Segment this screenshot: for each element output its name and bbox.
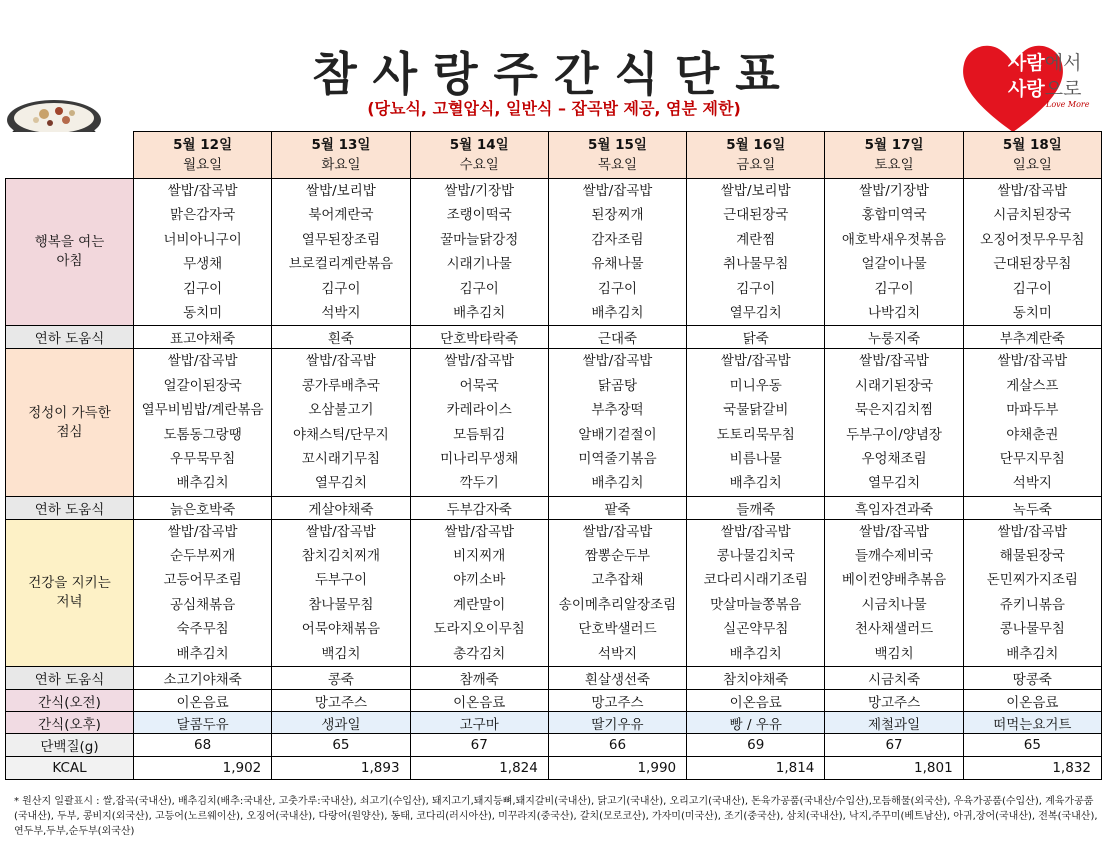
menu-item: 석박지	[1012, 475, 1052, 492]
lunch_porridge-cell: 흑임자견과죽	[825, 496, 963, 519]
menu-item: 야채스틱/단무지	[293, 426, 389, 443]
dinner-cell	[548, 519, 686, 666]
kcal-row	[6, 757, 1102, 780]
lunch-cell	[548, 349, 686, 496]
day-date: 5월 12일	[173, 137, 233, 153]
breakfast_porridge-cell: 표고야채죽	[134, 326, 272, 349]
snack_am-label	[6, 690, 134, 712]
menu-item: 콩가루배추국	[301, 377, 381, 394]
menu-item: 배추김치	[453, 304, 506, 321]
menu-item: 고추잡채	[591, 572, 644, 589]
menu-item: 들깨수제비국	[854, 548, 934, 565]
menu-item: 쌀밥/잡곡밥	[167, 183, 238, 199]
origin-notes: * 원산지 일괄표시 : 쌀,잡곡(국내산), 배추김치(배추:국내산, 고춧가루:국내산), 쇠고기(수입산), 돼지고기,돼지등뼈,돼지갈비(국내산), 닭고기(국내산), 오리고기(국내산), 돈육가공품(국내산/수입산),모듬해물(외국산), 우육가공품(수입산), 계육가공품(국내산), 두부, 콩비지(외국산), 고등어(노르웨이산), 오징어(국내산), 다랑어(원양산), 동태, 코다리(러시아산), 미꾸라지(중국산), 갈치(모로코산), 가자미(미국산), 조기(중국산), 삼치(국내산), 낙지,주꾸미(베트남산), 아귀,장어(국내산), 전복(국내산),연두부,두부,순두부(외국산)	[14, 796, 1098, 837]
menu-item: 얼갈이된장국	[163, 377, 242, 394]
day-name: 토요일	[874, 157, 914, 173]
day-header-cell	[963, 132, 1101, 179]
lunch-cell	[825, 349, 963, 496]
menu-item: 도톰동그랑땡	[163, 426, 242, 443]
menu-item: 쌀밥/잡곡밥	[306, 523, 376, 540]
snack_pm-row	[6, 712, 1102, 734]
protein-cell: 67	[825, 734, 963, 757]
menu-item: 쌀밥/잡곡밥	[859, 353, 929, 370]
menu-item: 오징어젓무우무침	[980, 231, 1085, 248]
menu-item: 열무비빔밥/계란볶음	[141, 402, 264, 419]
menu-item: 쌀밥/잡곡밥	[444, 523, 515, 540]
menu-item: 김구이	[597, 280, 638, 297]
lunch-cell	[410, 349, 548, 496]
menu-item: 동치미	[1012, 304, 1052, 321]
dinner-label	[6, 519, 134, 666]
menu-item: 고등어무조림	[163, 572, 242, 589]
day-name: 월요일	[183, 157, 223, 173]
protein-cell: 69	[687, 734, 825, 757]
breakfast_porridge-cell: 누룽지죽	[825, 326, 963, 349]
meal-label-line1: 행복을 여는	[34, 234, 105, 251]
day-header-cell	[134, 132, 272, 179]
breakfast-cell	[410, 179, 548, 326]
menu-item: 시금치나물	[861, 596, 927, 613]
menu-item: 배추김치	[176, 475, 229, 492]
snack_am-cell: 이온음료	[963, 690, 1101, 712]
menu-item: 게살스프	[1006, 377, 1059, 394]
menu-item: 우엉채조림	[861, 450, 927, 467]
snack_pm-cell: 생과일	[272, 712, 410, 734]
kcal-cell: 1,824	[410, 757, 548, 780]
menu-item: 열무김치	[729, 304, 782, 321]
menu-item: 실곤약무침	[723, 621, 789, 638]
day-name: 금요일	[736, 157, 776, 173]
dinner_porridge-row	[6, 667, 1102, 690]
snack_pm-cell: 딸기우유	[548, 712, 686, 734]
page-subtitle: (당뇨식, 고혈압식, 일반식 – 잡곡밥 제공, 염분 제한)	[367, 99, 741, 118]
menu-item: 시래기된장국	[854, 377, 934, 394]
menu-item: 쌀밥/보리밥	[306, 183, 376, 199]
menu-item: 꼬시래기무침	[301, 450, 381, 467]
menu-item: 김구이	[1012, 280, 1052, 297]
breakfast_porridge-cell: 부추계란죽	[963, 326, 1101, 349]
menu-item: 콩나물무침	[999, 621, 1065, 638]
day-date: 5월 13일	[311, 137, 371, 153]
menu-item: 오삼불고기	[308, 402, 374, 419]
day-header-row	[6, 132, 1102, 179]
day-header-cell	[825, 132, 963, 179]
snack_pm-label	[6, 712, 134, 734]
lunch_porridge-label	[6, 496, 134, 519]
menu-item: 쌀밥/잡곡밥	[997, 523, 1068, 540]
dinner-cell	[134, 519, 272, 666]
menu-item: 배추김치	[591, 304, 644, 321]
menu-item: 마파두부	[1006, 402, 1059, 419]
menu-item: 쌀밥/잡곡밥	[997, 183, 1068, 199]
breakfast-cell	[548, 179, 686, 326]
menu-item: 배추김치	[176, 645, 229, 662]
menu-item: 쌀밥/잡곡밥	[306, 353, 376, 370]
menu-item: 애호박새우젓볶음	[841, 231, 947, 248]
menu-item: 순두부찌개	[170, 548, 236, 565]
menu-item: 우무묵무침	[170, 450, 236, 467]
menu-item: 김구이	[874, 280, 914, 297]
day-date: 5월 15일	[588, 137, 647, 153]
menu-item: 숙주무침	[176, 621, 229, 638]
menu-item: 근대된장국	[723, 207, 789, 224]
day-header-cell	[548, 132, 686, 179]
dinner-cell	[410, 519, 548, 666]
brand-logo: 사람에서 사랑으로 Love More	[958, 40, 1098, 135]
kcal-label	[6, 757, 134, 780]
day-name: 화요일	[321, 157, 361, 173]
menu-item: 베이컨양배추볶음	[841, 572, 947, 589]
menu-item: 조랭이떡국	[446, 207, 512, 224]
menu-item: 국물닭갈비	[723, 402, 789, 419]
menu-item: 김구이	[321, 280, 361, 297]
lunch-cell	[963, 349, 1101, 496]
menu-item: 김구이	[736, 280, 776, 297]
protein-cell: 65	[272, 734, 410, 757]
menu-item: 맑은감자국	[170, 207, 236, 224]
menu-item: 홍합미역국	[861, 207, 927, 224]
day-header-cell	[410, 132, 548, 179]
menu-item: 공심채볶음	[170, 596, 236, 613]
row-label: 연하 도움식	[34, 501, 105, 518]
dinner_porridge-cell: 참치야채죽	[687, 667, 825, 690]
kcal-cell: 1,801	[825, 757, 963, 780]
breakfast-label	[6, 179, 134, 326]
page-title: 참사랑주간식단표	[312, 47, 796, 101]
menu-item: 석박지	[321, 304, 361, 321]
snack_pm-cell: 고구마	[410, 712, 548, 734]
weekly-menu-table	[5, 131, 1102, 780]
menu-item: 된장찌개	[591, 207, 644, 224]
dinner-cell	[825, 519, 963, 666]
menu-item: 취나물무침	[723, 256, 789, 273]
menu-item: 모듬튀김	[453, 426, 506, 443]
menu-item: 야채춘권	[1006, 426, 1059, 443]
meal-label-line1: 건강을 지키는	[28, 574, 111, 591]
protein-cell: 68	[134, 734, 272, 757]
snack_pm-cell: 달콤두유	[134, 712, 272, 734]
menu-item: 계란찜	[736, 231, 776, 248]
menu-item: 배추김치	[729, 645, 782, 662]
corner-cell	[6, 132, 134, 179]
menu-item: 열무된장조림	[301, 231, 381, 248]
breakfast_porridge-row	[6, 326, 1102, 349]
menu-item: 쌀밥/잡곡밥	[167, 523, 238, 540]
lunch_porridge-cell: 두부감자죽	[410, 496, 548, 519]
lunch_porridge-cell: 게살야채죽	[272, 496, 410, 519]
row-label: 간식(오전)	[38, 694, 101, 711]
logo-script: Love More	[1046, 100, 1090, 109]
dinner-cell	[272, 519, 410, 666]
menu-item: 쌀밥/잡곡밥	[444, 353, 515, 370]
protein-cell: 66	[548, 734, 686, 757]
breakfast-row	[6, 179, 1102, 326]
menu-item: 쥬키니볶음	[999, 596, 1065, 613]
menu-item: 묵은지김치찜	[854, 402, 934, 419]
menu-item: 미나리무생채	[440, 450, 519, 467]
snack_am-row	[6, 690, 1102, 712]
menu-item: 비름나물	[729, 450, 782, 467]
menu-item: 쌀밥/잡곡밥	[997, 353, 1068, 370]
breakfast_porridge-cell: 근대죽	[548, 326, 686, 349]
day-name: 목요일	[597, 157, 638, 173]
kcal-cell: 1,990	[548, 757, 686, 780]
menu-item: 닭곰탕	[597, 377, 638, 394]
dinner-cell	[687, 519, 825, 666]
breakfast_porridge-cell: 흰죽	[272, 326, 410, 349]
breakfast_porridge-label	[6, 326, 134, 349]
row-label: 간식(오후)	[38, 716, 101, 733]
protein-label	[6, 734, 134, 757]
breakfast-cell	[272, 179, 410, 326]
page-header	[0, 0, 1108, 130]
lunch-cell	[134, 349, 272, 496]
dinner_porridge-cell: 콩죽	[272, 667, 410, 690]
menu-item: 감자조림	[591, 231, 644, 248]
menu-item: 배추김치	[729, 475, 782, 492]
menu-item: 시금치된장국	[993, 207, 1072, 224]
meal-label-line1: 정성이 가득한	[28, 404, 111, 421]
protein-row	[6, 734, 1102, 757]
menu-item: 코다리시래기조림	[703, 572, 808, 589]
menu-item: 단무지무침	[999, 450, 1065, 467]
protein-cell: 67	[410, 734, 548, 757]
menu-item: 도라지오이무침	[433, 621, 525, 638]
menu-item: 미역줄기볶음	[578, 450, 657, 467]
menu-item: 쌀밥/잡곡밥	[582, 523, 653, 540]
menu-item: 해물된장국	[999, 548, 1065, 565]
menu-item: 두부구이	[314, 572, 367, 589]
kcal-cell: 1,832	[963, 757, 1101, 780]
menu-item: 배추김치	[1006, 645, 1059, 662]
snack_am-cell: 망고주스	[272, 690, 410, 712]
kcal-cell: 1,893	[272, 757, 410, 780]
day-date: 5월 16일	[726, 137, 786, 153]
menu-item: 쌀밥/잡곡밥	[167, 353, 238, 370]
snack_am-cell: 이온음료	[410, 690, 548, 712]
lunch-cell	[272, 349, 410, 496]
menu-item: 송이메추리알장조림	[558, 596, 677, 613]
day-date: 5월 18일	[1002, 137, 1062, 153]
protein-cell: 65	[963, 734, 1101, 757]
menu-item: 짬뽕순두부	[584, 548, 651, 565]
menu-item: 김구이	[183, 280, 223, 297]
menu-item: 콩나물김치국	[716, 548, 795, 565]
dinner_porridge-cell: 소고기야채죽	[134, 667, 272, 690]
menu-item: 참치김치찌개	[301, 548, 381, 565]
menu-item: 야끼소바	[453, 572, 506, 589]
menu-item: 배추김치	[591, 475, 644, 492]
menu-item: 카레라이스	[446, 402, 512, 419]
meal-label-line2: 아침	[56, 253, 83, 270]
lunch_porridge-cell: 늙은호박죽	[134, 496, 272, 519]
snack_pm-cell: 빵 / 우유	[687, 712, 825, 734]
snack_am-cell: 이온음료	[687, 690, 825, 712]
menu-item: 너비아니구이	[163, 231, 242, 248]
menu-item: 석박지	[597, 645, 638, 662]
breakfast-cell	[825, 179, 963, 326]
menu-item: 쌀밥/잡곡밥	[582, 183, 653, 199]
row-label: KCAL	[52, 760, 87, 777]
menu-item: 돈민찌가지조림	[986, 572, 1078, 589]
kcal-cell: 1,814	[687, 757, 825, 780]
day-date: 5월 14일	[449, 137, 509, 153]
menu-item: 계란말이	[453, 596, 506, 613]
snack_pm-cell: 제철과일	[825, 712, 963, 734]
menu-item: 어묵국	[459, 377, 499, 394]
menu-item: 단호박샐러드	[578, 621, 657, 638]
day-name: 일요일	[1012, 157, 1052, 173]
breakfast-cell	[134, 179, 272, 326]
menu-item: 깍두기	[459, 475, 499, 492]
menu-item: 백김치	[874, 645, 914, 662]
lunch-row	[6, 349, 1102, 496]
lunch-label	[6, 349, 134, 496]
menu-item: 무생채	[183, 256, 223, 273]
menu-item: 어묵야채볶음	[301, 621, 381, 638]
menu-item: 동치미	[183, 304, 223, 321]
breakfast_porridge-cell: 단호박타락죽	[410, 326, 548, 349]
menu-item: 쌀밥/잡곡밥	[720, 523, 791, 540]
menu-item: 두부구이/양념장	[846, 426, 942, 443]
menu-item: 쌀밥/기장밥	[859, 183, 929, 199]
day-name: 수요일	[459, 157, 499, 173]
breakfast-cell	[687, 179, 825, 326]
meal-label-line2: 점심	[56, 423, 83, 440]
snack_am-cell: 이온음료	[134, 690, 272, 712]
menu-item: 북어계란국	[308, 207, 374, 224]
snack_pm-cell: 떠먹는요거트	[963, 712, 1101, 734]
menu-item: 유채나물	[591, 256, 644, 273]
row-label: 연하 도움식	[34, 331, 105, 348]
dinner_porridge-cell: 땅콩죽	[963, 667, 1101, 690]
lunch_porridge-cell: 팥죽	[548, 496, 686, 519]
menu-item: 열무김치	[867, 475, 921, 492]
dinner-cell	[963, 519, 1101, 666]
menu-item: 백김치	[321, 645, 361, 662]
menu-item: 쌀밥/보리밥	[720, 183, 791, 199]
lunch_porridge-cell: 들깨죽	[687, 496, 825, 519]
menu-item: 꿀마늘닭강정	[440, 231, 519, 248]
dinner-row	[6, 519, 1102, 666]
lunch_porridge-row	[6, 496, 1102, 519]
row-label: 단백질(g)	[40, 739, 99, 756]
meal-label-line2: 저녁	[56, 593, 83, 610]
kcal-cell: 1,902	[134, 757, 272, 780]
menu-item: 근대된장무침	[993, 256, 1072, 273]
menu-item: 열무김치	[314, 475, 367, 492]
menu-item: 부추장떡	[591, 402, 644, 419]
dinner_porridge-cell: 흰살생선죽	[548, 667, 686, 690]
menu-item: 얼갈이나물	[861, 256, 927, 273]
dinner_porridge-label	[6, 667, 134, 690]
menu-item: 미니우동	[729, 377, 782, 394]
breakfast-cell	[963, 179, 1101, 326]
day-header-cell	[272, 132, 410, 179]
menu-item: 비지찌개	[453, 548, 506, 565]
row-label: 연하 도움식	[34, 672, 105, 689]
menu-item: 천사채샐러드	[854, 621, 934, 638]
dinner_porridge-cell: 참깨죽	[410, 667, 548, 690]
menu-item: 알배기겉절이	[578, 426, 657, 443]
breakfast_porridge-cell: 닭죽	[687, 326, 825, 349]
menu-item: 참나물무침	[308, 596, 374, 613]
menu-item: 쌀밥/잡곡밥	[582, 353, 653, 370]
menu-item: 나박김치	[867, 304, 921, 321]
menu-item: 쌀밥/잡곡밥	[859, 523, 929, 540]
day-date: 5월 17일	[864, 137, 924, 153]
snack_am-cell: 망고주스	[825, 690, 963, 712]
lunch_porridge-cell: 녹두죽	[963, 496, 1101, 519]
snack_am-cell: 망고주스	[548, 690, 686, 712]
menu-item: 김구이	[459, 280, 499, 297]
menu-item: 쌀밥/기장밥	[444, 183, 515, 199]
menu-item: 쌀밥/잡곡밥	[720, 353, 791, 370]
menu-item: 브로컬리계란볶음	[288, 256, 394, 273]
menu-item: 맛살마늘쫑볶음	[710, 596, 802, 613]
day-header-cell	[687, 132, 825, 179]
menu-item: 시래기나물	[446, 256, 512, 273]
dinner_porridge-cell: 시금치죽	[825, 667, 963, 690]
lunch-cell	[687, 349, 825, 496]
menu-item: 총각김치	[453, 645, 506, 662]
menu-item: 도토리묵무침	[716, 426, 795, 443]
